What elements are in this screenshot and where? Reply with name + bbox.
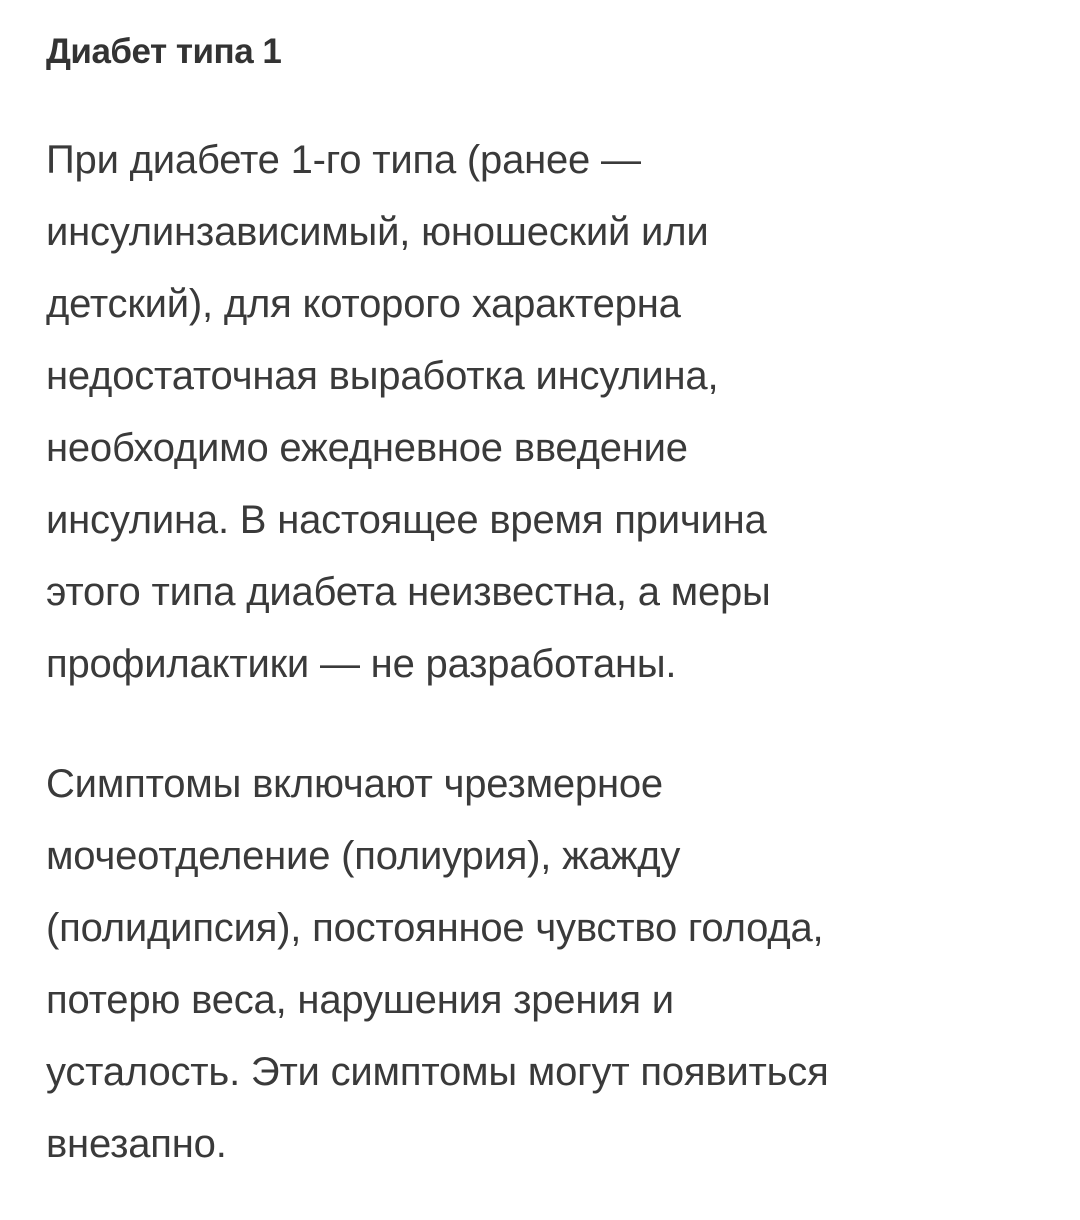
article-heading: Диабет типа 1 [46, 32, 282, 71]
text-line: инсулина. В настоящее время причина [46, 498, 767, 542]
text-line: потерю веса, нарушения зрения и [46, 978, 674, 1022]
text-line: детский), для которого характерна [46, 282, 681, 326]
text-line: необходимо ежедневное введение [46, 426, 688, 470]
text-line: инсулинзависимый, юношеский или [46, 210, 709, 254]
paragraph-definition [46, 124, 771, 700]
text-line: недостаточная выработка инсулина, [46, 354, 719, 398]
text-line: усталость. Эти симптомы могут появиться [46, 1050, 829, 1094]
text-line: Симптомы включают чрезмерное [46, 762, 663, 806]
text-line: профилактики — не разработаны. [46, 642, 677, 686]
text-line: (полидипсия), постоянное чувство голода, [46, 906, 824, 950]
text-line: этого типа диабета неизвестна, а меры [46, 570, 771, 614]
paragraph-symptoms [46, 748, 829, 1180]
text-line: внезапно. [46, 1122, 227, 1166]
text-line: При диабете 1-го типа (ранее — [46, 138, 641, 182]
text-line: мочеотделение (полиурия), жажду [46, 834, 681, 878]
